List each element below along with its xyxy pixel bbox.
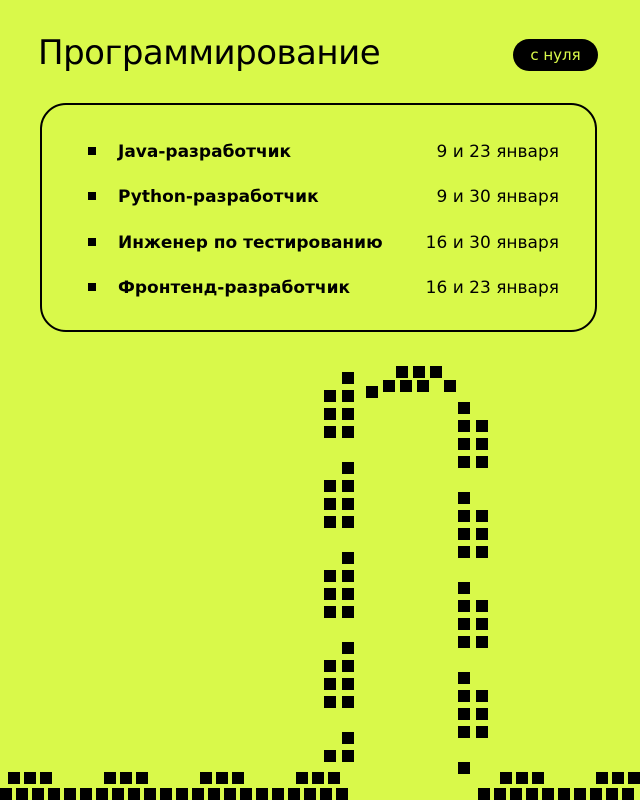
pixel-block: [32, 788, 44, 800]
pixel-block: [458, 438, 470, 450]
pixel-block: [510, 788, 522, 800]
pixel-block: [128, 788, 140, 800]
pixel-block: [500, 772, 512, 784]
pixel-block: [342, 606, 354, 618]
pixel-block: [336, 788, 348, 800]
pixel-block: [24, 772, 36, 784]
pixel-block: [324, 660, 336, 672]
pixel-block: [458, 618, 470, 630]
pixel-block: [532, 772, 544, 784]
pixel-block: [596, 772, 608, 784]
pixel-block: [342, 750, 354, 762]
pixel-block: [458, 456, 470, 468]
pixel-block: [342, 678, 354, 690]
pixel-block: [476, 546, 488, 558]
pixel-block: [458, 762, 470, 774]
pixel-block: [342, 552, 354, 564]
pixel-block: [458, 528, 470, 540]
pixel-block: [458, 582, 470, 594]
course-dates: 9 и 30 января: [436, 187, 559, 207]
level-badge: с нуля: [513, 39, 598, 71]
pixel-block: [417, 380, 429, 392]
pixel-block: [296, 772, 308, 784]
pixel-block: [413, 366, 425, 378]
pixel-block: [342, 372, 354, 384]
pixel-block: [304, 788, 316, 800]
pixel-block: [104, 772, 116, 784]
pixel-block: [342, 498, 354, 510]
course-dates: 9 и 23 января: [436, 142, 559, 162]
pixel-block: [476, 438, 488, 450]
pixel-block: [444, 380, 456, 392]
pixel-block: [240, 788, 252, 800]
pixel-block: [324, 426, 336, 438]
pixel-block: [342, 408, 354, 420]
pixel-block: [200, 772, 212, 784]
pixel-block: [256, 788, 268, 800]
pixel-block: [176, 788, 188, 800]
pixel-block: [396, 366, 408, 378]
pixel-block: [80, 788, 92, 800]
pixel-block: [272, 788, 284, 800]
pixel-block: [342, 642, 354, 654]
pixel-block: [324, 516, 336, 528]
pixel-block: [112, 788, 124, 800]
pixel-block: [476, 636, 488, 648]
pixel-block: [458, 690, 470, 702]
pixel-block: [342, 696, 354, 708]
pixel-block: [324, 588, 336, 600]
pixel-block: [342, 516, 354, 528]
pixel-block: [324, 696, 336, 708]
pixel-block: [476, 510, 488, 522]
pixel-block: [400, 380, 412, 392]
pixel-block: [516, 772, 528, 784]
pixel-block: [144, 788, 156, 800]
pixel-block: [342, 462, 354, 474]
pixel-block: [458, 726, 470, 738]
pixel-block: [366, 386, 378, 398]
pixel-block: [208, 788, 220, 800]
pixel-block: [342, 390, 354, 402]
pixel-block: [628, 772, 640, 784]
pixel-block: [476, 708, 488, 720]
pixel-block: [494, 788, 506, 800]
pixel-block: [342, 426, 354, 438]
pixel-block: [558, 788, 570, 800]
pixel-block: [458, 492, 470, 504]
pixel-block: [192, 788, 204, 800]
pixel-block: [478, 788, 490, 800]
pixel-block: [476, 618, 488, 630]
pixel-block: [622, 788, 634, 800]
pixel-block: [324, 408, 336, 420]
pixel-block: [324, 570, 336, 582]
pixel-block: [476, 528, 488, 540]
pixel-block: [476, 420, 488, 432]
pixel-block: [606, 788, 618, 800]
pixel-block: [458, 708, 470, 720]
pixel-block: [288, 788, 300, 800]
pixel-block: [324, 606, 336, 618]
pixel-block: [342, 588, 354, 600]
pixel-block: [0, 788, 12, 800]
pixel-block: [342, 480, 354, 492]
pixel-block: [458, 636, 470, 648]
pixel-block: [16, 788, 28, 800]
pixel-block: [342, 732, 354, 744]
pixel-block: [612, 772, 624, 784]
pixel-block: [383, 380, 395, 392]
pixel-block: [458, 546, 470, 558]
page-title: Программирование: [38, 33, 381, 73]
pixel-block: [526, 788, 538, 800]
pixel-block: [136, 772, 148, 784]
pixel-block: [320, 788, 332, 800]
course-name: Java-разработчик: [118, 142, 292, 162]
pixel-block: [324, 390, 336, 402]
pixel-block: [476, 600, 488, 612]
pixel-block: [430, 366, 442, 378]
pixel-block: [324, 678, 336, 690]
course-name: Инженер по тестированию: [118, 233, 383, 253]
pixel-block: [232, 772, 244, 784]
pixel-block: [224, 788, 236, 800]
pixel-block: [160, 788, 172, 800]
pixel-block: [458, 420, 470, 432]
pixel-block: [476, 456, 488, 468]
course-dates: 16 и 23 января: [425, 278, 559, 298]
pixel-block: [8, 772, 20, 784]
pixel-block: [324, 750, 336, 762]
pixel-block: [324, 498, 336, 510]
pixel-block: [476, 726, 488, 738]
pixel-block: [328, 772, 340, 784]
pixel-block: [64, 788, 76, 800]
course-name: Python-разработчик: [118, 187, 319, 207]
pixel-block: [312, 772, 324, 784]
pixel-block: [542, 788, 554, 800]
pixel-block: [458, 510, 470, 522]
pixel-block: [458, 402, 470, 414]
pixel-block: [590, 788, 602, 800]
course-dates: 16 и 30 января: [425, 233, 559, 253]
pixel-block: [120, 772, 132, 784]
pixel-block: [48, 788, 60, 800]
pixel-block: [40, 772, 52, 784]
pixel-block: [458, 600, 470, 612]
pixel-block: [96, 788, 108, 800]
course-name: Фронтенд-разработчик: [118, 278, 351, 298]
pixel-block: [574, 788, 586, 800]
pixel-block: [216, 772, 228, 784]
pixel-block: [324, 480, 336, 492]
pixel-block: [342, 660, 354, 672]
pixel-block: [342, 570, 354, 582]
pixel-block: [458, 672, 470, 684]
pixel-block: [476, 690, 488, 702]
